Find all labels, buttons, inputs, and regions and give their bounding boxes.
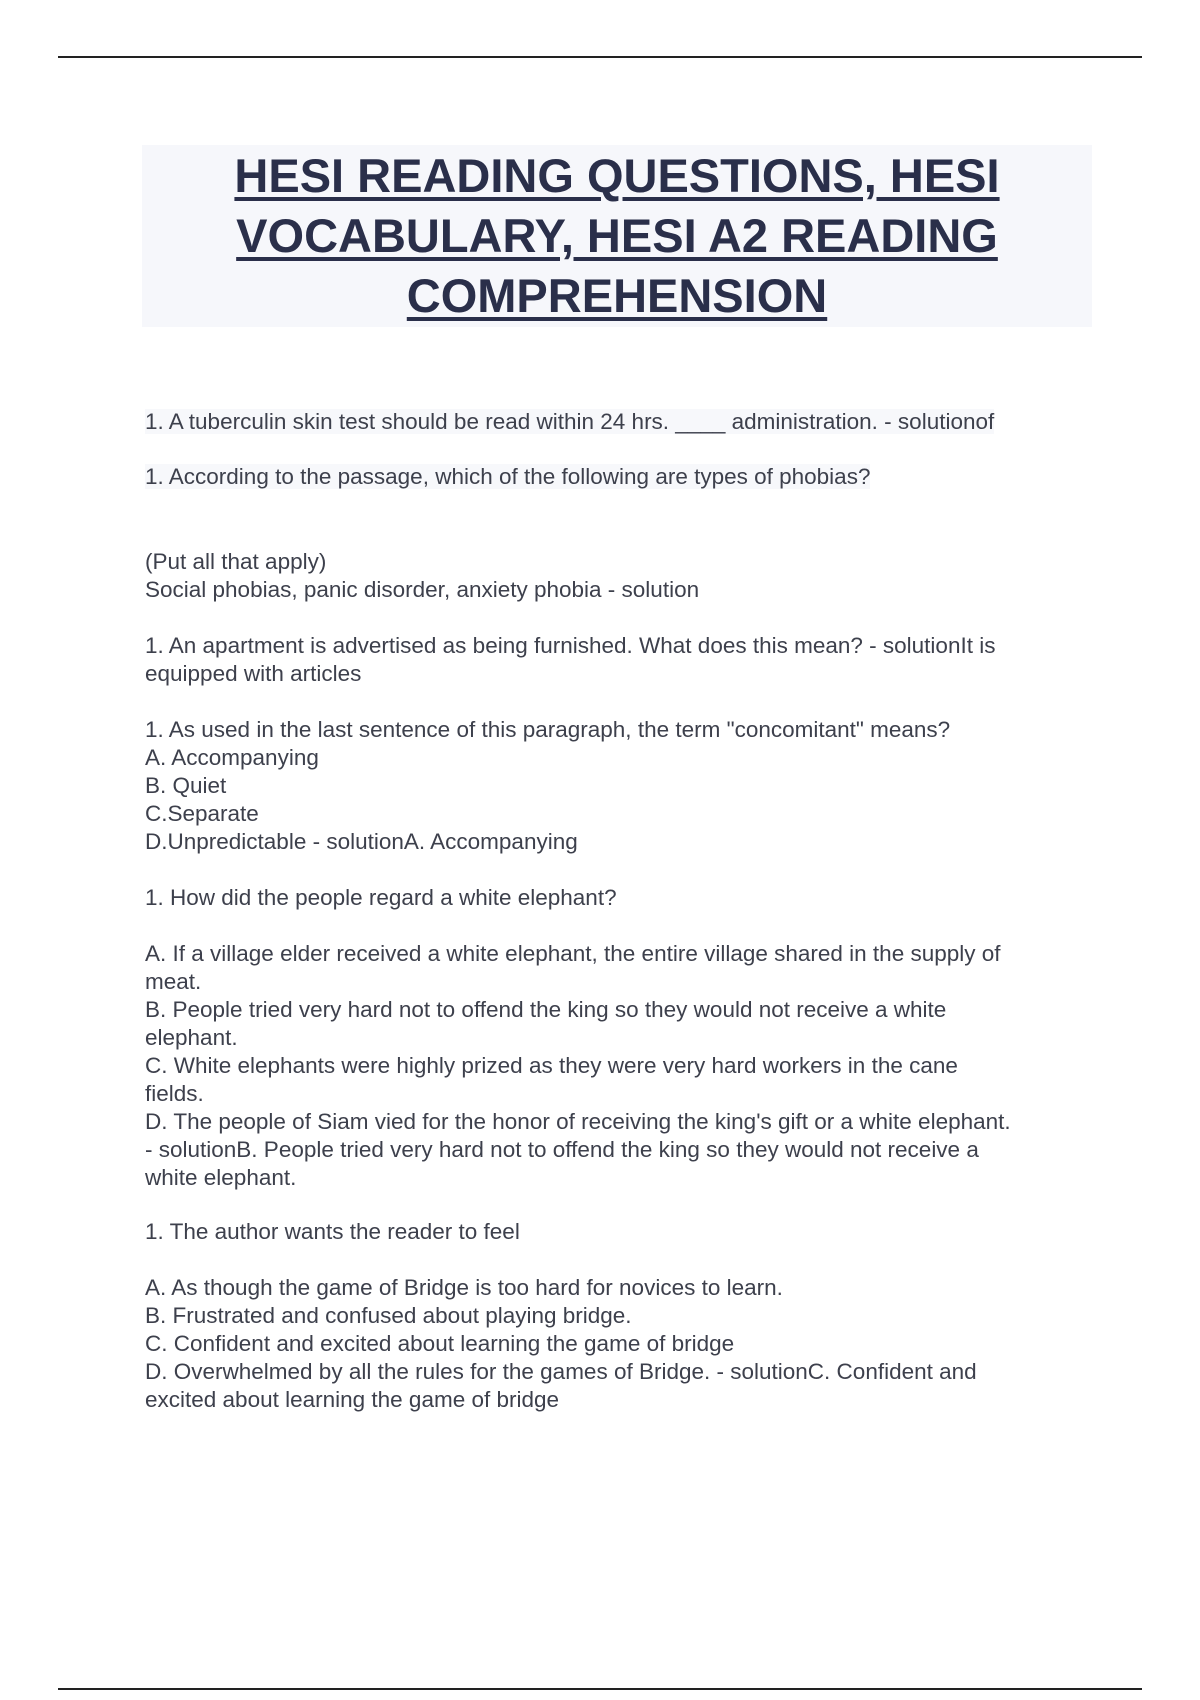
qa-line: equipped with articles xyxy=(145,661,362,686)
qa-line: 1. How did the people regard a white elephant? xyxy=(145,885,617,910)
qa-line: D. The people of Siam vied for the honor of receiving the king's gift or a white elephant. xyxy=(145,1109,1011,1134)
qa-line: B. People tried very hard not to offend the king so they would not receive a white xyxy=(145,997,947,1022)
qa-line: B. Quiet xyxy=(145,773,227,798)
qa-line: Social phobias, panic disorder, anxiety phobia - solution xyxy=(145,577,700,602)
qa-line: white elephant. xyxy=(145,1165,297,1190)
qa-line: 1. As used in the last sentence of this paragraph, the term "concomitant" means? xyxy=(145,717,951,742)
qa-line: (Put all that apply) xyxy=(145,549,327,574)
qa-line: excited about learning the game of bridge xyxy=(145,1387,560,1412)
qa-block xyxy=(145,884,617,912)
qa-block xyxy=(145,1218,520,1246)
qa-line: A. If a village elder received a white elephant, the entire village shared in the supply of xyxy=(145,941,1001,966)
qa-line: A. As though the game of Bridge is too hard for novices to learn. xyxy=(145,1275,783,1300)
qa-block xyxy=(145,408,994,436)
qa-line: 1. According to the passage, which of the following are types of phobias? xyxy=(145,464,871,489)
qa-line: D.Unpredictable - solutionA. Accompanying xyxy=(145,829,578,854)
qa-line: D. Overwhelmed by all the rules for the games of Bridge. - solutionC. Confident and xyxy=(145,1359,977,1384)
qa-line: A. Accompanying xyxy=(145,745,319,770)
qa-line: C.Separate xyxy=(145,801,259,826)
title-banner xyxy=(142,145,1092,327)
qa-block xyxy=(145,1274,977,1414)
qa-line: 1. An apartment is advertised as being furnished. What does this mean? - solutionIt is xyxy=(145,633,996,658)
qa-line: 1. The author wants the reader to feel xyxy=(145,1219,520,1244)
top-rule xyxy=(58,56,1142,58)
qa-block xyxy=(145,940,1011,1192)
qa-block xyxy=(145,548,699,604)
qa-line: elephant. xyxy=(145,1025,238,1050)
qa-line: meat. xyxy=(145,969,202,994)
qa-line: fields. xyxy=(145,1081,204,1106)
qa-line: B. Frustrated and confused about playing bridge. xyxy=(145,1303,632,1328)
qa-block xyxy=(145,716,950,856)
qa-line: C. Confident and excited about learning the game of bridge xyxy=(145,1331,735,1356)
qa-line: C. White elephants were highly prized as they were very hard workers in the cane xyxy=(145,1053,958,1078)
bottom-rule xyxy=(58,1688,1142,1690)
qa-line: - solutionB. People tried very hard not to offend the king so they would not receive a xyxy=(145,1137,979,1162)
document-title: HESI READING QUESTIONS, HESI VOCABULARY, HESI A2 READING COMPREHENSION xyxy=(234,149,1000,322)
qa-block xyxy=(145,463,870,491)
qa-block xyxy=(145,632,995,688)
qa-line: 1. A tuberculin skin test should be read within 24 hrs. ____ administration. - solutionof xyxy=(145,409,995,434)
